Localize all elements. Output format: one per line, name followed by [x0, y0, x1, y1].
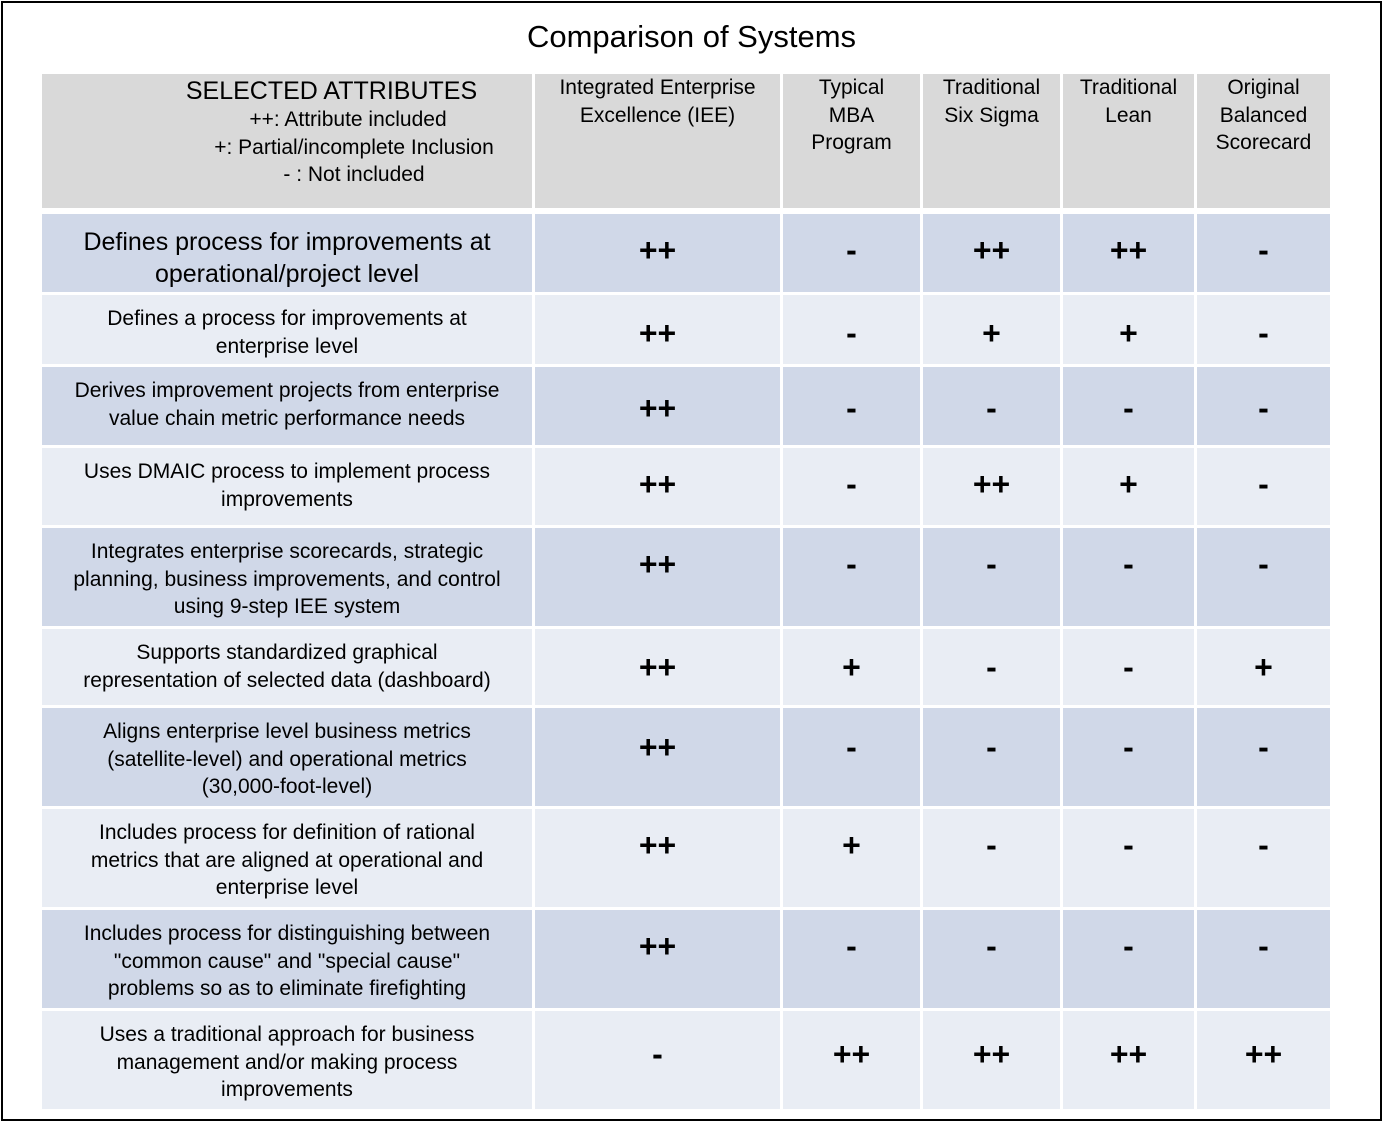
- rating-cell-balanced-scorecard: -: [1197, 295, 1330, 364]
- attribute-label-line: representation of selected data (dashboard): [83, 668, 491, 692]
- rating-cell-balanced-scorecard: -: [1197, 528, 1330, 626]
- attribute-label: [42, 708, 532, 806]
- legend: [42, 106, 532, 189]
- rating-cell-iee: ++: [535, 809, 780, 907]
- legend-partial: +: Partial/incomplete Inclusion: [214, 135, 494, 159]
- attribute-label-line: (satellite-level) and operational metrics: [107, 747, 467, 771]
- attribute-label-line: "common cause" and "special cause": [113, 949, 461, 973]
- attribute-label: [42, 629, 532, 705]
- table-row: [42, 528, 1330, 626]
- attribute-label-line: Derives improvement projects from enterprise: [74, 379, 500, 402]
- attribute-label: [42, 910, 532, 1008]
- rating-cell-lean: -: [1063, 629, 1194, 705]
- rating-cell-lean: -: [1063, 910, 1194, 1008]
- rating-cell-lean: -: [1063, 367, 1194, 445]
- rating-cell-iee: ++: [535, 629, 780, 705]
- attribute-label-line: management and/or making process: [116, 1050, 458, 1074]
- attribute-label-line: Supports standardized graphical: [136, 641, 438, 664]
- column-header-lean: Traditional Lean: [1063, 74, 1194, 208]
- attribute-label: [42, 809, 532, 907]
- rating-cell-balanced-scorecard: +: [1197, 629, 1330, 705]
- rating-cell-mba: -: [783, 214, 920, 292]
- attribute-label-line: Uses DMAIC process to implement process: [83, 460, 491, 483]
- column-header-six-sigma: Traditional Six Sigma: [923, 74, 1060, 208]
- attribute-label-line: planning, business improvements, and control: [73, 567, 501, 591]
- attribute-label-line: (30,000-foot-level): [201, 775, 373, 798]
- rating-cell-iee: ++: [535, 448, 780, 525]
- attribute-label-line: operational/project level: [154, 260, 420, 288]
- rating-cell-six-sigma: -: [923, 629, 1060, 705]
- attribute-label-line: Includes process for definition of rational: [99, 821, 475, 844]
- table-row: [42, 809, 1330, 907]
- table-row: [42, 910, 1330, 1008]
- attribute-label: [42, 528, 532, 626]
- rating-cell-six-sigma: -: [923, 809, 1060, 907]
- rating-cell-lean: +: [1063, 448, 1194, 525]
- rating-cell-six-sigma: +: [923, 295, 1060, 364]
- attribute-label: [42, 448, 532, 525]
- rating-cell-mba: -: [783, 528, 920, 626]
- figure-frame: [1, 1, 1382, 1121]
- attribute-label-line: enterprise level: [215, 876, 359, 899]
- rating-cell-iee: ++: [535, 214, 780, 292]
- attribute-label-line: Aligns enterprise level business metrics: [103, 720, 471, 743]
- attribute-label-line: using 9-step IEE system: [173, 595, 401, 618]
- table-row: [42, 629, 1330, 705]
- attribute-label-line: improvements: [221, 1078, 353, 1101]
- rating-cell-iee: ++: [535, 910, 780, 1008]
- table-row: [42, 295, 1330, 364]
- rating-cell-mba: -: [783, 295, 920, 364]
- rating-cell-iee: ++: [535, 528, 780, 626]
- attribute-label-line: metrics that are aligned at operational and: [90, 848, 484, 872]
- rating-cell-six-sigma: ++: [923, 448, 1060, 525]
- legend-not-included: - : Not included: [283, 163, 425, 186]
- attribute-label: [42, 214, 532, 292]
- rating-cell-iee: ++: [535, 295, 780, 364]
- table-row: [42, 367, 1330, 445]
- rating-cell-lean: ++: [1063, 214, 1194, 292]
- attributes-title: SELECTED ATTRIBUTES: [185, 77, 478, 105]
- rating-cell-six-sigma: -: [923, 708, 1060, 806]
- attribute-label-line: Defines process for improvements at: [83, 228, 491, 256]
- rating-cell-lean: -: [1063, 528, 1194, 626]
- rating-cell-six-sigma: ++: [923, 214, 1060, 292]
- attribute-label-line: Defines a process for improvements at: [107, 307, 467, 330]
- attribute-label-line: value chain metric performance needs: [108, 406, 465, 430]
- rating-cell-lean: +: [1063, 295, 1194, 364]
- table-row: [42, 448, 1330, 525]
- attribute-label-line: improvements: [221, 487, 353, 511]
- attribute-label-line: enterprise level: [215, 334, 359, 358]
- attribute-label: [42, 367, 532, 445]
- attribute-label-line: problems so as to eliminate firefighting: [107, 977, 467, 1000]
- rating-cell-iee: ++: [535, 708, 780, 806]
- rating-cell-iee: -: [535, 1011, 780, 1109]
- rating-cell-lean: -: [1063, 708, 1194, 806]
- rating-cell-lean: -: [1063, 809, 1194, 907]
- rating-cell-lean: ++: [1063, 1011, 1194, 1109]
- rating-cell-mba: +: [783, 629, 920, 705]
- rating-cell-balanced-scorecard: -: [1197, 367, 1330, 445]
- legend-included: ++: Attribute included: [249, 108, 447, 131]
- figure-title: Comparison of Systems: [526, 19, 857, 54]
- header-row: [42, 74, 1330, 208]
- rating-cell-balanced-scorecard: -: [1197, 809, 1330, 907]
- table-row: [42, 1011, 1330, 1109]
- column-header-iee: Integrated Enterprise Excellence (IEE): [535, 74, 780, 208]
- rating-cell-mba: -: [783, 910, 920, 1008]
- rating-cell-balanced-scorecard: -: [1197, 448, 1330, 525]
- rating-cell-mba: +: [783, 809, 920, 907]
- attribute-label: [42, 295, 532, 364]
- rating-cell-six-sigma: ++: [923, 1011, 1060, 1109]
- rating-cell-mba: -: [783, 448, 920, 525]
- comparison-table: [39, 71, 1333, 1112]
- rating-cell-iee: ++: [535, 367, 780, 445]
- table-row: [42, 708, 1330, 806]
- attribute-label: [42, 1011, 532, 1109]
- table-body: [42, 211, 1330, 1109]
- rating-cell-mba: -: [783, 708, 920, 806]
- attributes-header: [42, 74, 532, 208]
- column-header-balanced-scorecard: Original Balanced Scorecard: [1197, 74, 1330, 208]
- attribute-label-line: Uses a traditional approach for business: [99, 1023, 475, 1046]
- rating-cell-six-sigma: -: [923, 528, 1060, 626]
- table-row: [42, 214, 1330, 292]
- rating-cell-six-sigma: -: [923, 910, 1060, 1008]
- rating-cell-balanced-scorecard: ++: [1197, 1011, 1330, 1109]
- rating-cell-balanced-scorecard: -: [1197, 708, 1330, 806]
- column-header-mba: Typical MBA Program: [783, 74, 920, 208]
- rating-cell-six-sigma: -: [923, 367, 1060, 445]
- rating-cell-mba: -: [783, 367, 920, 445]
- attribute-label-line: Includes process for distinguishing between: [83, 922, 491, 945]
- rating-cell-balanced-scorecard: -: [1197, 214, 1330, 292]
- rating-cell-mba: ++: [783, 1011, 920, 1109]
- rating-cell-balanced-scorecard: -: [1197, 910, 1330, 1008]
- attribute-label-line: Integrates enterprise scorecards, strategic: [90, 540, 484, 563]
